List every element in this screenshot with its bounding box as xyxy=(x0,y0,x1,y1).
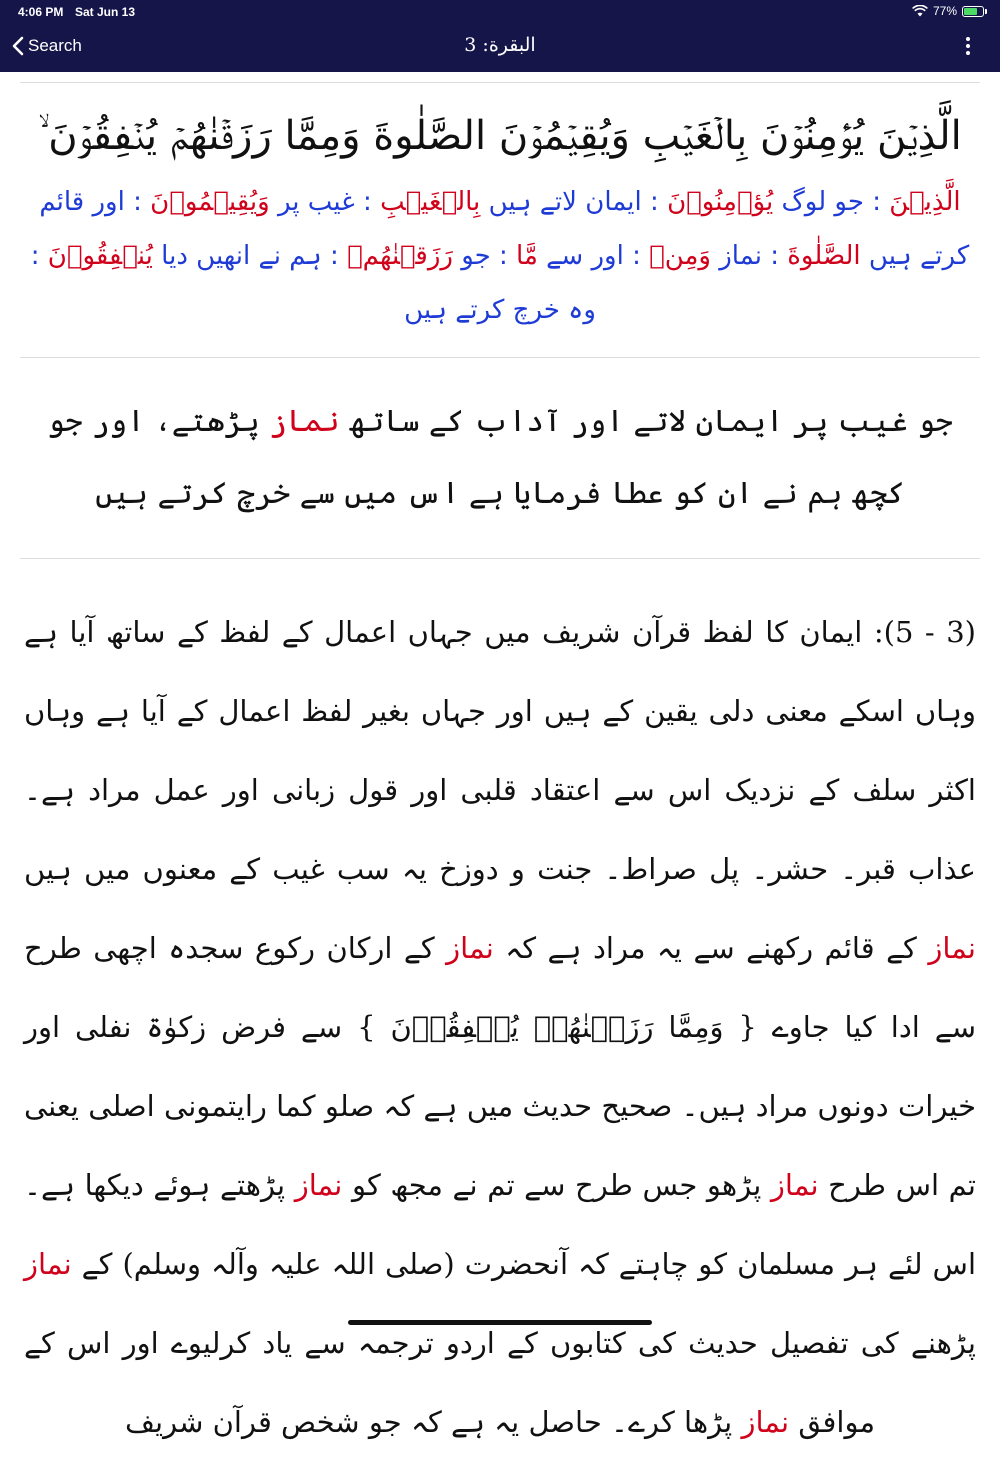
tafsir-text: (3 - 5): ایمان کا لفظ قرآن شریف میں جہاں اعمال کے لفظ کے ساتھ آیا ہے وہاں اسکے معنی دلی یقین کے ہیں اور جہاں بغیر لفظ اعمال کے آیا ہے وہاں اکثر سلف کے نزدیک اس سے اعتقاد قلبی اور قول زبانی اور عمل مراد ہے۔ عذاب قبر۔ حشر۔ پل صراط۔ جنت و دوزخ یہ سب غیب کے معنوں میں ہیں xyxy=(24,615,976,886)
arabic-verse: الَّذِيۡنَ يُؤۡمِنُوۡنَ بِالۡغَيۡبِ وَيُقِيۡمُوۡنَ الصَّلٰوةَ وَمِمَّا رَزَقۡنٰهُمۡ يُنۡفِقُوۡنَ ۙ xyxy=(38,113,962,159)
tafsir-highlight: نماز xyxy=(770,1168,819,1202)
nav-bar xyxy=(0,24,1000,72)
wbw-arabic-word: وَمِنۡ xyxy=(649,241,711,271)
translation xyxy=(20,386,980,530)
wbw-separator: : xyxy=(650,187,659,217)
tafsir-text: کے قائم رکھنے سے یہ مراد ہے کہ xyxy=(493,931,929,965)
status-bar xyxy=(0,0,1000,24)
tafsir-highlight: نماز xyxy=(741,1405,790,1439)
wbw-arabic-word: يُنۡفِقُوۡنَ xyxy=(47,241,153,271)
status-time: 4:06 PM xyxy=(18,5,64,19)
word-by-word xyxy=(20,175,980,337)
wbw-arabic-word: مَّا xyxy=(516,241,538,271)
tafsir xyxy=(20,593,980,1462)
tafsir-highlight: نماز xyxy=(24,1247,72,1281)
divider xyxy=(20,558,980,559)
divider xyxy=(20,82,980,83)
status-right xyxy=(912,4,984,18)
tafsir-highlight: نماز xyxy=(446,931,494,965)
content xyxy=(20,82,980,1462)
tafsir-text: پڑھتے ہوئے دیکھا ہے۔ اس لئے ہر مسلمان کو چاہتے کہ آنحضرت (صلی اللہ علیہ وآلہ وسلم) کے xyxy=(24,1168,976,1281)
wbw-arabic-word: بِالۡغَيۡبِ xyxy=(380,187,481,217)
wbw-arabic-word: الصَّلٰوةَ xyxy=(787,241,861,271)
wbw-arabic-word: يُؤۡمِنُوۡنَ xyxy=(667,187,774,217)
wbw-urdu-meaning: وہ خرچ کرتے ہیں xyxy=(404,295,596,325)
tafsir-text: پڑھا کرے۔ حاصل یہ ہے کہ جو شخص قرآن شریف xyxy=(125,1405,742,1439)
wbw-separator: : xyxy=(499,241,508,271)
translation-highlight: نماز xyxy=(269,404,340,439)
page-title: البقرة: 3 xyxy=(464,34,536,56)
translation-text: پڑھتے، اور جو کچھ ہم نے ان کو عطا فرمایا ہے اس میں سے خرچ کرتے ہیں xyxy=(47,404,905,511)
wbw-separator: : xyxy=(632,241,641,271)
battery-icon xyxy=(962,6,984,17)
wbw-separator: : xyxy=(330,241,339,271)
more-options-icon[interactable] xyxy=(958,37,978,59)
tafsir-text: پڑھو جس طرح سے تم نے مجھ کو xyxy=(342,1168,771,1202)
wbw-urdu-meaning: غیب پر xyxy=(277,187,355,217)
status-date: Sat Jun 13 xyxy=(75,5,136,19)
wbw-separator: : xyxy=(30,241,40,271)
wbw-urdu-meaning: نماز xyxy=(719,241,762,271)
wbw-separator: : xyxy=(133,187,142,217)
translation-text: جو غیب پر ایمان لاتے اور آداب کے ساتھ xyxy=(339,404,953,439)
wbw-urdu-meaning: اور سے xyxy=(546,241,624,271)
wbw-urdu-meaning: ایمان لاتے ہیں xyxy=(488,187,642,217)
battery-percent: 77% xyxy=(932,4,957,18)
wbw-urdu-meaning: جو xyxy=(461,241,491,271)
tafsir-text: پڑھنے کی تفصیل حدیث کی کتابوں کے اردو ترجمہ سے یاد کرلیوے اور اس کے موافق xyxy=(24,1326,976,1439)
wbw-urdu-meaning: جو لوگ xyxy=(781,187,864,217)
wbw-arabic-word: رَزَقۡنٰهُمۡ xyxy=(347,241,453,271)
wbw-separator: : xyxy=(363,187,372,217)
wbw-separator: : xyxy=(872,187,881,217)
tafsir-highlight: نماز xyxy=(928,931,976,965)
wbw-arabic-word: وَيُقِيۡمُوۡنَ xyxy=(150,187,270,217)
wifi-icon xyxy=(912,5,928,17)
wbw-urdu-meaning: اور قائم کرتے ہیں xyxy=(39,187,970,271)
home-indicator xyxy=(348,1320,652,1325)
back-label: Search xyxy=(28,36,82,55)
wbw-urdu-meaning: ہم نے انھیں دیا xyxy=(161,241,322,271)
wbw-separator: : xyxy=(770,241,780,271)
tafsir-highlight: نماز xyxy=(294,1168,343,1202)
divider xyxy=(20,357,980,358)
tafsir-text: کے ارکان رکوع سجدہ اچھی طرح سے ادا کیا جاوے { وَمِمَّا رَزَقۡنٰهُمۡ يُنۡفِقُوۡنَ } سے فرض زکوٰۃ نفلی اور خیرات دونوں مراد ہیں۔ صحیح حدیث میں ہے کہ صلو کما رایتمونی اصلی یعنی تم اس طرح xyxy=(24,931,976,1202)
wbw-arabic-word: الَّذِيۡنَ xyxy=(889,187,961,217)
